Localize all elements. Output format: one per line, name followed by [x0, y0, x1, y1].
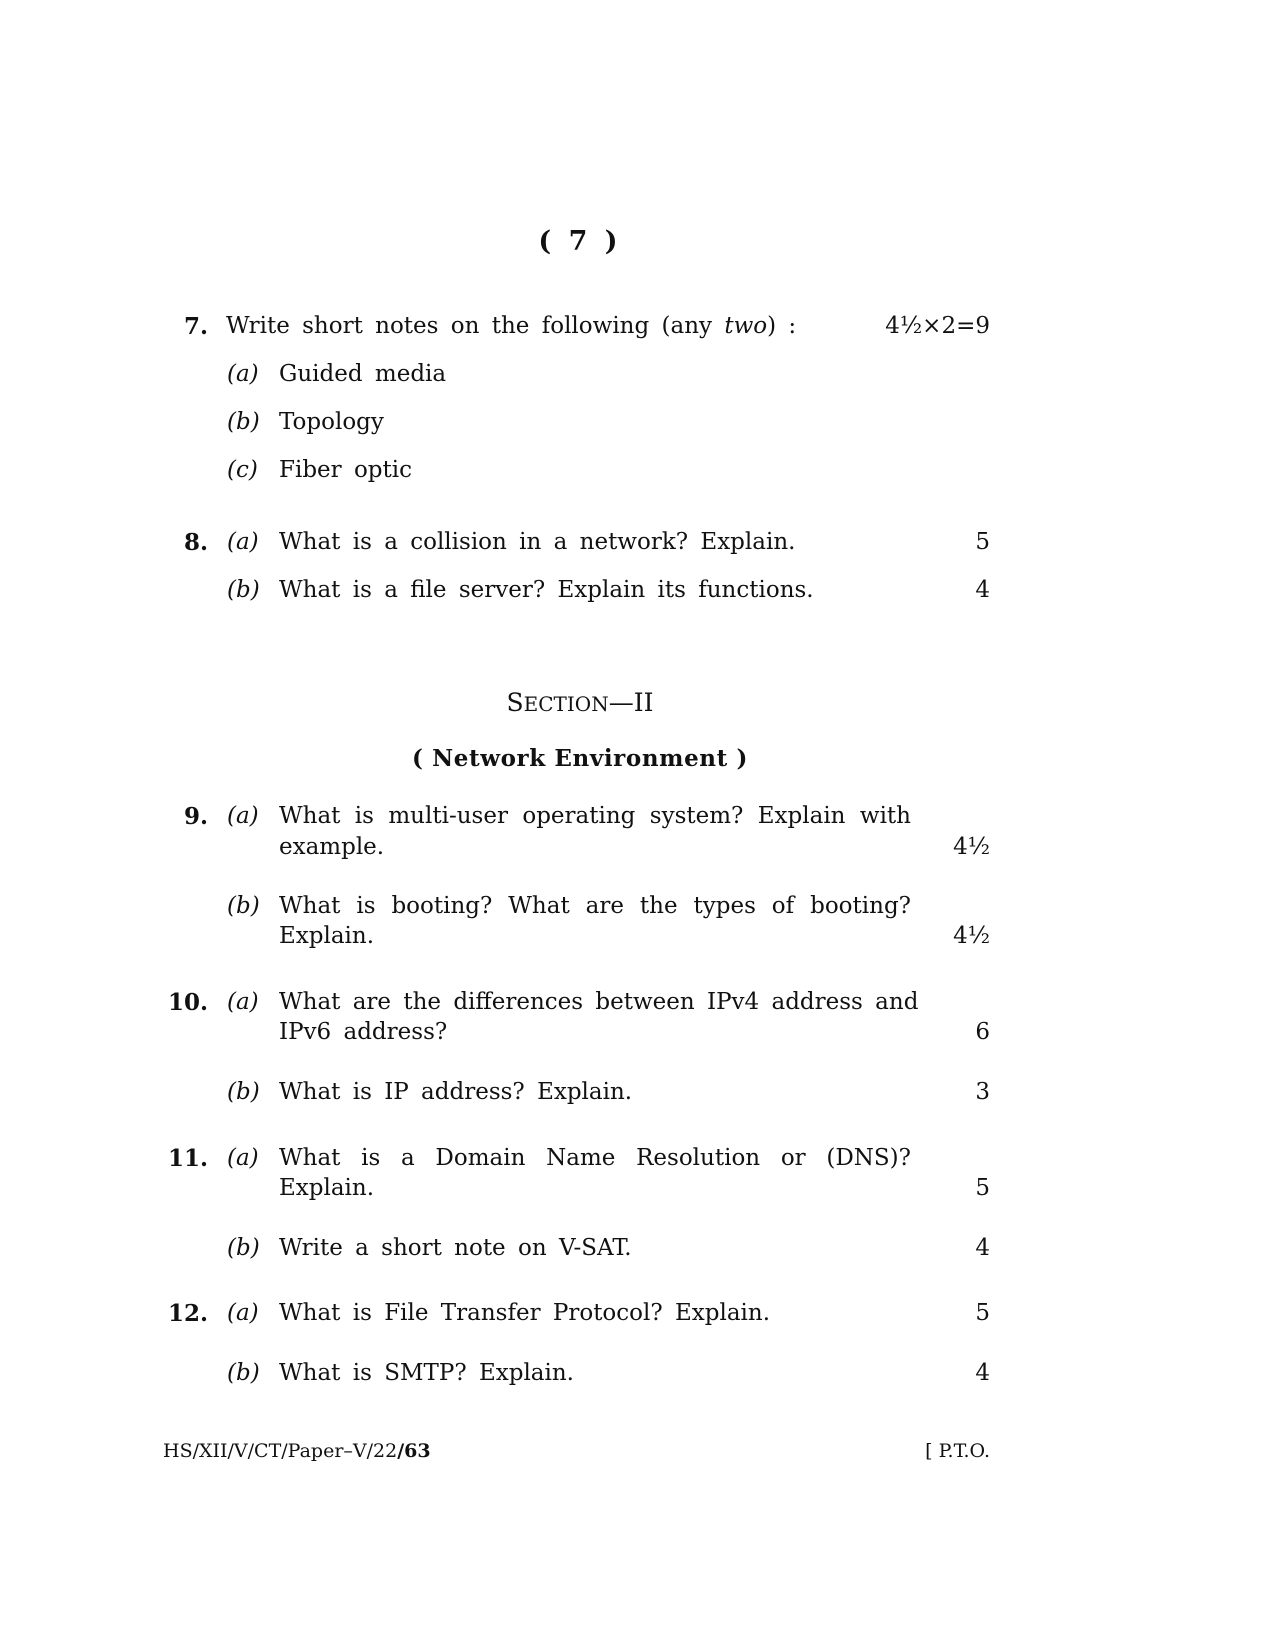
question-7-text-emphasis: two — [724, 313, 768, 339]
question-12a-text: What is File Transfer Protocol? Explain. — [279, 1300, 771, 1326]
question-12b-text: What is SMTP? Explain. — [279, 1360, 574, 1386]
footer-paper-code — [163, 1440, 431, 1462]
question-9a-line1: What is multi-user operating system? Explain with — [279, 803, 911, 829]
question-9b-line1: What is booting? What are the types of booting? — [279, 893, 911, 919]
question-8-number: 8. — [183, 529, 208, 556]
question-12b-label: (b) — [227, 1360, 260, 1386]
question-10-number: 10. — [167, 989, 208, 1016]
section-subtitle: ( Network Environment ) — [412, 745, 748, 772]
question-7-marks: 4½×2=9 — [885, 313, 990, 339]
question-7-number: 7. — [183, 313, 208, 340]
question-10a-line1: What are the differences between IPv4 address and — [279, 989, 919, 1015]
question-10a-marks: 6 — [975, 1019, 990, 1045]
question-10a-line2: IPv6 address? — [279, 1019, 448, 1045]
question-11b-marks: 4 — [975, 1235, 990, 1261]
question-7b-label: (b) — [227, 409, 260, 435]
question-7-text — [226, 313, 796, 339]
question-11a-line2: Explain. — [279, 1175, 375, 1201]
question-9b-label: (b) — [227, 893, 260, 919]
question-8a-marks: 5 — [975, 529, 990, 555]
section-heading-rest: ECTION — [523, 692, 609, 716]
question-11a-line1: What is a Domain Name Resolution or (DNS)? — [279, 1145, 911, 1171]
question-10b-label: (b) — [227, 1079, 260, 1105]
question-8a-text: What is a collision in a network? Explain. — [279, 529, 796, 555]
footer-paper-code-bold: /63 — [397, 1440, 431, 1462]
question-7b-text: Topology — [279, 409, 384, 435]
section-heading-suffix: —II — [608, 688, 654, 717]
question-10b-text: What is IP address? Explain. — [279, 1079, 633, 1105]
question-9b-line2: Explain. — [279, 923, 375, 949]
question-7-text-after: ) : — [767, 313, 797, 339]
question-10a-label: (a) — [227, 989, 259, 1015]
question-9a-marks: 4½ — [953, 834, 990, 860]
question-8a-label: (a) — [227, 529, 259, 555]
question-9-number: 9. — [183, 803, 208, 830]
question-7c-label: (c) — [227, 457, 258, 483]
question-7-text-before: Write short notes on the following (any — [226, 313, 725, 339]
question-11a-marks: 5 — [975, 1175, 990, 1201]
section-heading — [0, 688, 1160, 717]
question-7c-text: Fiber optic — [279, 457, 413, 483]
question-12a-label: (a) — [227, 1300, 259, 1326]
footer-paper-code-main: HS/XII/V/CT/Paper–V/22 — [163, 1440, 398, 1462]
question-9a-line2: example. — [279, 834, 385, 860]
section-heading-initial: S — [506, 688, 524, 717]
question-12-number: 12. — [167, 1300, 208, 1327]
question-7a-label: (a) — [227, 361, 259, 387]
question-11a-label: (a) — [227, 1145, 259, 1171]
question-7a-text: Guided media — [279, 361, 447, 387]
question-11b-text: Write a short note on V-SAT. — [279, 1235, 632, 1261]
page-number: ( 7 ) — [538, 226, 622, 257]
question-8b-marks: 4 — [975, 577, 990, 603]
question-11b-label: (b) — [227, 1235, 260, 1261]
question-9b-marks: 4½ — [953, 923, 990, 949]
question-12b-marks: 4 — [975, 1360, 990, 1386]
question-8b-text: What is a file server? Explain its functions. — [279, 577, 814, 603]
footer-pto: [ P.T.O. — [925, 1440, 990, 1462]
question-10b-marks: 3 — [975, 1079, 990, 1105]
question-11-number: 11. — [167, 1145, 208, 1172]
question-12a-marks: 5 — [975, 1300, 990, 1326]
question-8b-label: (b) — [227, 577, 260, 603]
question-9a-label: (a) — [227, 803, 259, 829]
